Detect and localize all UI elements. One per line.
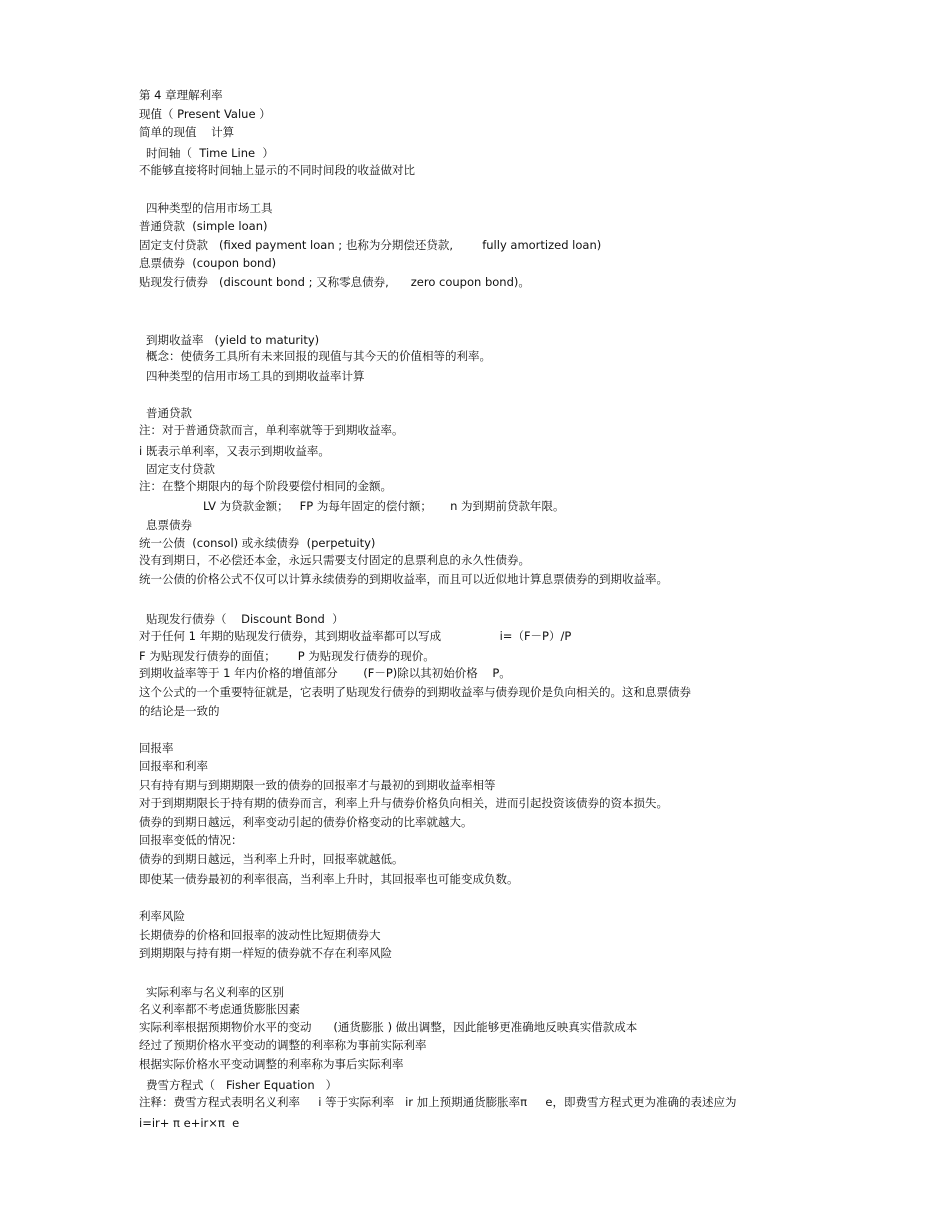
text-line: 长期债券的价格和回报率的波动性比短期债券大 <box>139 928 381 942</box>
text-line: 注：在整个期限内的每个阶段要偿付相同的金额。 <box>139 479 392 493</box>
text-line: 不能够直接将时间轴上显示的不同时间段的收益做对比 <box>139 163 415 177</box>
text-line: LV 为贷款金额； FP 为每年固定的偿付额； n 为到期前贷款年限。 <box>203 499 565 513</box>
text-line: 这个公式的一个重要特征就是，它表明了贴现发行债券的到期收益率与债券现价是负向相关的。这和息票债券 <box>139 685 691 699</box>
text-line: 的结论是一致的 <box>139 704 220 718</box>
text-line: 简单的现值 计算 <box>139 125 235 139</box>
subheading-coupon-bond: 息票债券 <box>146 518 192 532</box>
section-heading-real-vs-nominal: 实际利率与名义利率的区别 <box>146 985 284 999</box>
text-line: 统一公债 (consol) 或永续债券 (perpetuity) <box>139 536 376 550</box>
section-heading-rate-of-return: 回报率 <box>139 741 174 755</box>
text-line: 回报率变低的情况： <box>139 833 243 847</box>
text-line: 回报率和利率 <box>139 759 208 773</box>
section-heading-interest-rate-risk: 利率风险 <box>139 909 185 923</box>
subheading-fixed-payment-loan: 固定支付贷款 <box>146 462 215 476</box>
subheading-fisher-equation: 费雪方程式（ Fisher Equation ） <box>146 1078 338 1092</box>
chapter-title: 第 4 章理解利率 <box>139 88 223 102</box>
text-line: 注释：费雪方程式表明名义利率 i 等于实际利率 ir 加上预期通货膨胀率π e，即费雪方程式更为准确的表述应为 <box>139 1095 737 1109</box>
text-line: F 为贴现发行债券的面值； P 为贴现发行债券的现价。 <box>139 649 435 663</box>
subheading-simple-loan: 普通贷款 <box>146 406 192 420</box>
section-heading-yield-to-maturity: 到期收益率 (yield to maturity) <box>146 333 320 347</box>
text-line: 贴现发行债券 (discount bond ; 又称零息债券, zero coupon bond)。 <box>139 275 530 289</box>
text-line: 注：对于普通贷款而言，单利率就等于到期收益率。 <box>139 423 404 437</box>
text-line: 根据实际价格水平变动调整的利率称为事后实际利率 <box>139 1057 404 1071</box>
text-line: 四种类型的信用市场工具的到期收益率计算 <box>146 369 365 383</box>
text-line: 名义利率都不考虑通货膨胀因素 <box>139 1002 300 1016</box>
text-line: 对于任何 1 年期的贴现发行债券，其到期收益率都可以写成 i=（F－P）/P <box>139 629 572 643</box>
text-line: 债券的到期日越远，利率变动引起的债券价格变动的比率就越大。 <box>139 815 473 829</box>
text-line: 到期期限与持有期一样短的债券就不存在利率风险 <box>139 946 392 960</box>
text-line: 债券的到期日越远，当利率上升时，回报率就越低。 <box>139 852 404 866</box>
section-heading-present-value: 现值（ Present Value ） <box>139 107 271 121</box>
text-line: 经过了预期价格水平变动的调整的利率称为事前实际利率 <box>139 1038 427 1052</box>
fisher-formula: i=ir+ π e+ir×π e <box>139 1116 240 1130</box>
subheading-discount-bond: 贴现发行债券（ Discount Bond ） <box>146 612 344 626</box>
section-heading-time-line: 时间轴（ Time Line ） <box>146 146 274 160</box>
text-line: 实际利率根据预期物价水平的变动 (通货膨胀 ) 做出调整，因此能够更准确地反映真实借款成本 <box>139 1020 638 1034</box>
text-line: 只有持有期与到期期限一致的债券的回报率才与最初的到期收益率相等 <box>139 778 496 792</box>
text-line: 固定支付贷款 (fixed payment loan ; 也称为分期偿还贷款, fully amortized loan) <box>139 238 602 252</box>
text-line: 对于到期期限长于持有期的债券而言，利率上升与债券价格负向相关，进而引起投资该债券的资本损失。 <box>139 796 668 810</box>
text-line: 普通贷款 (simple loan) <box>139 219 268 233</box>
text-line: 统一公债的价格公式不仅可以计算永续债券的到期收益率，而且可以近似地计算息票债券的到期收益率。 <box>139 572 668 586</box>
text-line: i 既表示单利率，又表示到期收益率。 <box>139 444 330 458</box>
text-line: 息票债券 (coupon bond) <box>139 256 277 270</box>
text-line: 概念：使债务工具所有未来回报的现值与其今天的价值相等的利率。 <box>146 349 491 363</box>
text-line: 即使某一债券最初的利率很高，当利率上升时，其回报率也可能变成负数。 <box>139 872 519 886</box>
section-heading-credit-instruments: 四种类型的信用市场工具 <box>146 201 273 215</box>
text-line: 到期收益率等于 1 年内价格的增值部分 (F－P)除以其初始价格 P。 <box>139 666 511 680</box>
text-line: 没有到期日，不必偿还本金，永远只需要支付固定的息票利息的永久性债券。 <box>139 553 530 567</box>
